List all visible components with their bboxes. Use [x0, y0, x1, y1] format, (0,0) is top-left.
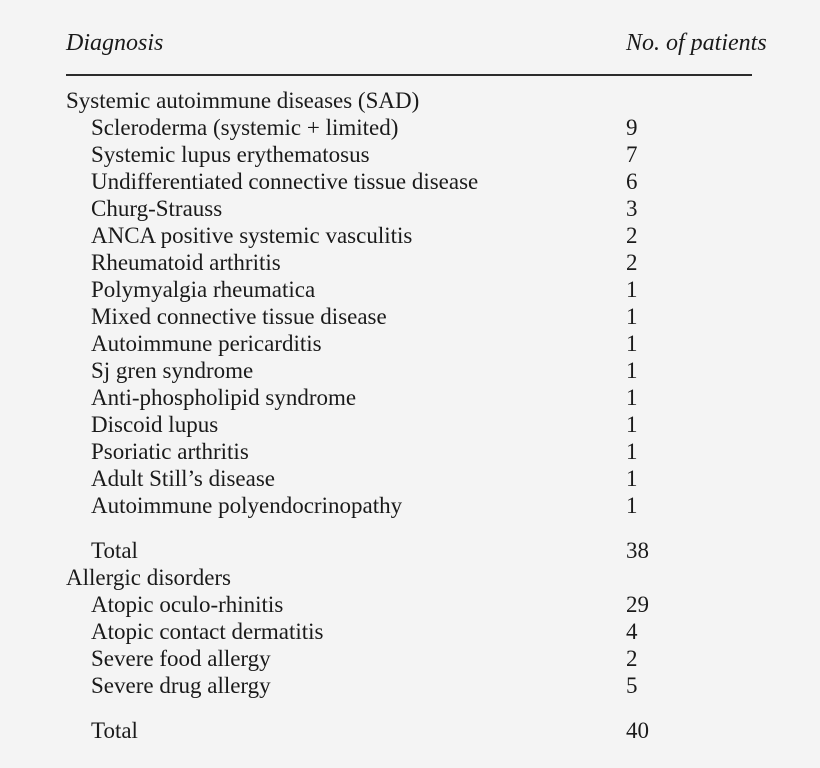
row-count: 2	[626, 646, 638, 671]
table-row	[66, 357, 752, 384]
row-label: Autoimmune polyendocrinopathy	[91, 493, 403, 518]
row-count: 1	[626, 439, 638, 464]
row-count: 1	[626, 358, 638, 383]
table-row	[66, 519, 752, 564]
row-label: Rheumatoid arthritis	[91, 250, 281, 275]
row-count: 40	[626, 718, 649, 743]
row-count: 7	[626, 142, 638, 167]
column-header-no-of-patients: No. of patients	[626, 28, 752, 75]
table-body	[66, 75, 752, 744]
row-label: Undifferentiated connective tissue disease	[91, 169, 479, 194]
row-count: 38	[626, 538, 649, 563]
table-row	[66, 114, 752, 141]
table-row	[66, 168, 752, 195]
row-label: Mixed connective tissue disease	[91, 304, 387, 329]
row-label: Total	[91, 718, 138, 743]
table-row	[66, 141, 752, 168]
row-label: Sj gren syndrome	[91, 358, 254, 383]
row-count: 9	[626, 115, 638, 140]
table-row	[66, 438, 752, 465]
row-count: 5	[626, 673, 638, 698]
table-row	[66, 303, 752, 330]
row-label: Polymyalgia rheumatica	[91, 277, 316, 302]
row-count: 1	[626, 277, 638, 302]
row-label: Allergic disorders	[66, 565, 232, 590]
table-row	[66, 564, 752, 591]
row-label: Systemic lupus erythematosus	[91, 142, 370, 167]
row-label: Discoid lupus	[91, 412, 219, 437]
row-count: 29	[626, 592, 649, 617]
table-row	[66, 195, 752, 222]
table-header	[66, 28, 767, 75]
table-row	[66, 411, 752, 438]
row-label: Total	[91, 538, 138, 563]
column-header-diagnosis: Diagnosis	[66, 28, 626, 75]
table-row	[66, 618, 752, 645]
row-count: 2	[626, 250, 638, 275]
row-label: Anti-phospholipid syndrome	[91, 385, 357, 410]
table-row	[66, 492, 752, 519]
row-label: Atopic contact dermatitis	[91, 619, 324, 644]
table-row	[66, 249, 752, 276]
row-count: 2	[626, 223, 638, 248]
row-count: 1	[626, 466, 638, 491]
row-count: 1	[626, 385, 638, 410]
diagnosis-patient-count-table	[66, 28, 767, 744]
table-row	[66, 276, 752, 303]
row-count	[626, 564, 752, 591]
row-label: Scleroderma (systemic + limited)	[91, 115, 399, 140]
row-count: 6	[626, 169, 638, 194]
row-count: 3	[626, 196, 638, 221]
row-label: Autoimmune pericarditis	[91, 331, 322, 356]
row-count: 1	[626, 412, 638, 437]
row-count: 1	[626, 493, 638, 518]
table-row	[66, 330, 752, 357]
row-count: 4	[626, 619, 638, 644]
row-label: ANCA positive systemic vasculitis	[91, 223, 413, 248]
table-row	[66, 222, 752, 249]
row-label: Severe drug allergy	[91, 673, 271, 698]
table-row	[66, 384, 752, 411]
row-count: 1	[626, 331, 638, 356]
row-label: Systemic autoimmune diseases (SAD)	[66, 88, 420, 113]
table-header-row	[66, 28, 752, 75]
row-count	[626, 75, 752, 114]
row-label: Atopic oculo-rhinitis	[91, 592, 284, 617]
row-label: Severe food allergy	[91, 646, 271, 671]
table-row	[66, 75, 752, 114]
table-row	[66, 699, 752, 744]
row-label: Psoriatic arthritis	[91, 439, 249, 464]
table-row	[66, 672, 752, 699]
row-count: 1	[626, 304, 638, 329]
row-label: Churg-Strauss	[91, 196, 223, 221]
table-row	[66, 591, 752, 618]
table-row	[66, 645, 752, 672]
row-label: Adult Still’s disease	[91, 466, 275, 491]
table-row	[66, 465, 752, 492]
